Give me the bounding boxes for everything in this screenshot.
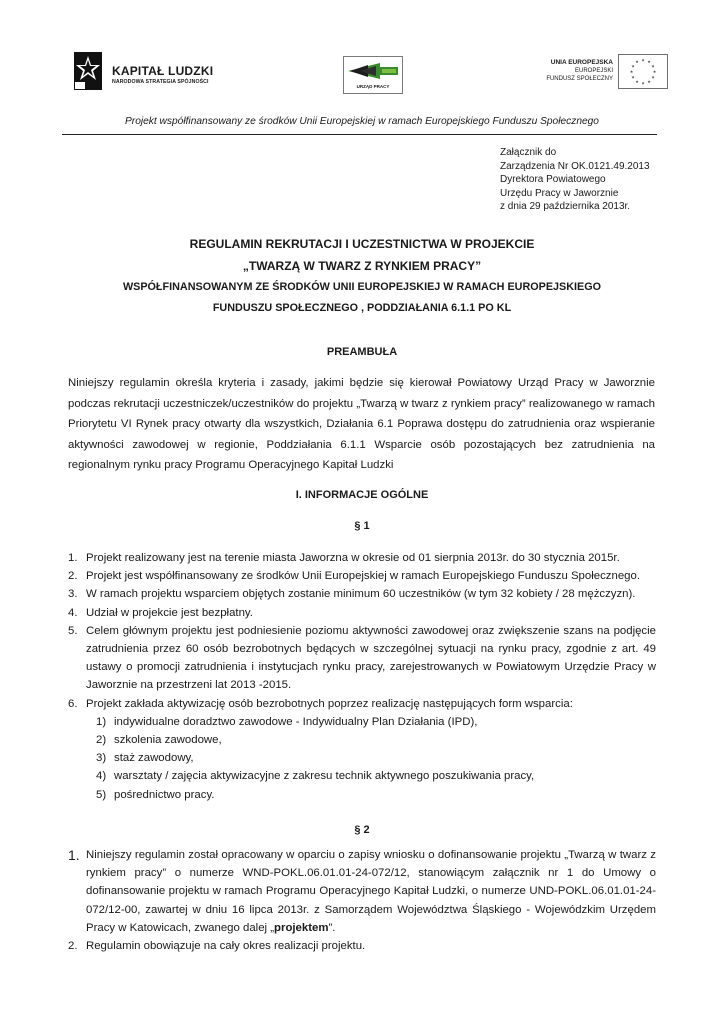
ue-line-2: EUROPEJSKI [574, 68, 613, 74]
project-cofinancing-note: Projekt współfinansowany ze środków Unii Europejskiej w ramach Europejskiego Funduszu Społecznego [125, 116, 599, 127]
list-item-number: 6. [68, 697, 78, 710]
svg-text:★: ★ [631, 63, 635, 69]
list-item-text: Projekt zakłada aktywizację osób bezrobotnych poprzez realizację następujących form wsparcia: [86, 697, 573, 710]
list-item-number: 2. [68, 940, 78, 953]
list-item-text: Regulamin obowiązuje na cały okres realizacji projektu. [86, 940, 366, 953]
kapital-ludzki-title: KAPITAŁ LUDZKI [112, 64, 214, 78]
header-divider [62, 134, 657, 135]
ue-line-3: FUNDUSZ SPOŁECZNY [546, 76, 613, 82]
svg-text:★: ★ [652, 69, 657, 74]
support-form-text: indywidualne doradztwo zawodowe - Indywidualny Plan Działania (IPD), [114, 715, 478, 728]
list-item-number: 2. [68, 570, 78, 583]
list-item [68, 622, 656, 695]
section-1-list [68, 549, 656, 804]
svg-text:★: ★ [635, 59, 639, 64]
support-form-item [96, 713, 656, 731]
svg-text:★: ★ [641, 57, 645, 63]
annex-line-3: Dyrektora Powiatowego [500, 174, 606, 186]
list-item-bold-term: projektem [274, 921, 329, 934]
ue-line-1: UNIA EUROPEJSKA [550, 59, 613, 66]
list-item [68, 567, 656, 585]
document-title-line-4: FUNDUSZU SPOŁECZNEGO , PODDZIAŁANIA 6.1.1 PO KL [212, 302, 512, 314]
support-form-item [96, 731, 656, 749]
annex-line-2: Zarządzenia Nr OK.0121.49.2013 [500, 160, 650, 172]
list-item-text-end: ”. [328, 921, 336, 934]
svg-text:★: ★ [651, 74, 655, 80]
paragraph-1-heading: § 1 [354, 520, 370, 532]
support-form-number: 4) [96, 770, 107, 783]
kapital-ludzki-star-icon [72, 50, 106, 94]
support-form-text: staż zawodowy, [114, 752, 194, 765]
annex-line-5: z dnia 29 października 2013r. [500, 201, 631, 213]
annex-line-4: Urzędu Pracy w Jaworznie [500, 187, 619, 199]
list-item-text: Projekt realizowany jest na terenie miasta Jaworzna w okresie od 01 sierpnia 2013r. do 30 stycznia 2015r. [86, 552, 620, 564]
urzad-pracy-label: URZĄD PRACY [356, 84, 390, 89]
list-item [68, 937, 656, 955]
svg-text:★: ★ [635, 79, 639, 84]
preamble-text: Niniejszy regulamin określa kryteria i zasady, jakimi będzie się kierował Powiatowy Urząd Pracy w Jaworznie podczas rekrutacji uczestniczek/uczestników do projektu „Twarzą w twarz z rynkiem pracy” realizowanego w ramach Priorytetu VI Rynek pracy otwarty dla wszystkich, Działania 6.1 Poprawa dostępu do zatrudnienia oraz wspieranie aktywności zawodowej w regionie, Poddziałania 6.1.1 Wsparcie osób pozostających bez zatrudnienia na regionalnym rynku pracy Programu Operacyjnego Kapitał Ludzki [68, 377, 655, 471]
svg-text:★: ★ [647, 59, 651, 64]
kapital-ludzki-subtitle: NARODOWA STRATEGIA SPÓJNOŚCI [112, 79, 209, 85]
svg-text:★: ★ [629, 69, 634, 74]
list-item [68, 604, 656, 622]
list-item-number: 5. [68, 624, 78, 637]
unia-europejska-label [546, 58, 613, 83]
document-title-line-1: REGULAMIN REKRUTACJI I UCZESTNICTWA W PROJEKCIE [189, 237, 535, 251]
support-form-number: 1) [96, 715, 107, 728]
svg-text:★: ★ [647, 79, 651, 84]
support-form-number: 3) [96, 752, 107, 765]
section-1-heading: I. INFORMACJE OGÓLNE [295, 489, 429, 501]
document-title-line-2: „TWARZĄ W TWARZ Z RYNKIEM PRACY” [242, 259, 482, 273]
annex-reference [500, 146, 650, 214]
support-form-number: 2) [96, 734, 107, 747]
list-item-number: 3. [68, 588, 78, 601]
svg-text:★: ★ [631, 74, 635, 80]
list-item-text: Niniejszy regulamin został opracowany w oparciu o zapisy wniosku o dofinansowanie projektu „Twarzą w twarz z rynkiem pracy” o numerze WND-POKL.06.01.01-24-072/12, stanowiącym załącznik nr 1 do Umowy o dofinansowanie projektu w ramach Programu Operacyjnego Kapitał Ludzki, o numerze UND-POKL.06.01.01-24-072/12-00, zawartej w dniu 16 lipca 2013r. z Samorządem Województwa Śląskiego - Wojewódzkim Urzędem Pracy w Katowicach, zwanego dalej „ [86, 849, 656, 934]
list-item [68, 549, 656, 567]
support-form-text: warsztaty / zajęcia aktywizacyjne z zakresu technik aktywnego poszukiwania pracy, [114, 770, 535, 783]
annex-line-1: Załącznik do [500, 147, 557, 158]
list-item [68, 846, 656, 937]
kapital-ludzki-logo [72, 46, 242, 96]
list-item-text: Udział w projekcie jest bezpłatny. [86, 606, 253, 619]
section-2-list [68, 846, 656, 955]
list-item-number: 1. [68, 847, 80, 863]
support-form-text: pośrednictwo pracy. [114, 788, 215, 801]
list-item [68, 585, 656, 603]
support-form-number: 5) [96, 788, 107, 801]
document-title-line-3: WSPÓŁFINANSOWANYM ZE ŚRODKÓW UNII EUROPEJSKIEJ W RAMACH EUROPEJSKIEGO [122, 281, 602, 293]
list-item-text: Projekt jest współfinansowany ze środków Unii Europejskiej w ramach Europejskiego Funduszu Społecznego. [86, 570, 640, 583]
support-form-item [96, 786, 656, 804]
urzad-pracy-arrow-icon [346, 59, 400, 83]
support-form-text: szkolenia zawodowe, [114, 734, 222, 747]
svg-text:★: ★ [641, 80, 645, 86]
paragraph-2-heading: § 2 [354, 824, 370, 836]
list-item-number: 1. [68, 552, 78, 564]
support-forms-list [86, 713, 656, 804]
list-item-text: Celem głównym projektu jest podniesienie poziomu aktywności zawodowej oraz zwiększenie szans na podjęcie zatrudnienia przez 60 osób bezrobotnych będących w szczególnej sytuacji na rynku pracy, zgodnie z art. 49 ustawy o promocji zatrudnienia i instytucjach rynku pracy, zarejestrowanych w Powiatowym Urzędzie Pracy w Jaworznie na przestrzeni lat 2013 -2015. [86, 624, 656, 692]
eu-flag-icon [618, 54, 668, 89]
svg-text:★: ★ [651, 63, 655, 69]
preamble-heading: PREAMBUŁA [326, 346, 398, 358]
urzad-pracy-logo [343, 56, 403, 94]
support-form-item [96, 749, 656, 767]
list-item [68, 695, 656, 804]
list-item-text: W ramach projektu wsparciem objętych zostanie minimum 60 uczestników (w tym 32 kobiety / 28 mężczyzn). [86, 588, 636, 601]
support-form-item [96, 767, 656, 785]
list-item-number: 4. [68, 606, 78, 619]
